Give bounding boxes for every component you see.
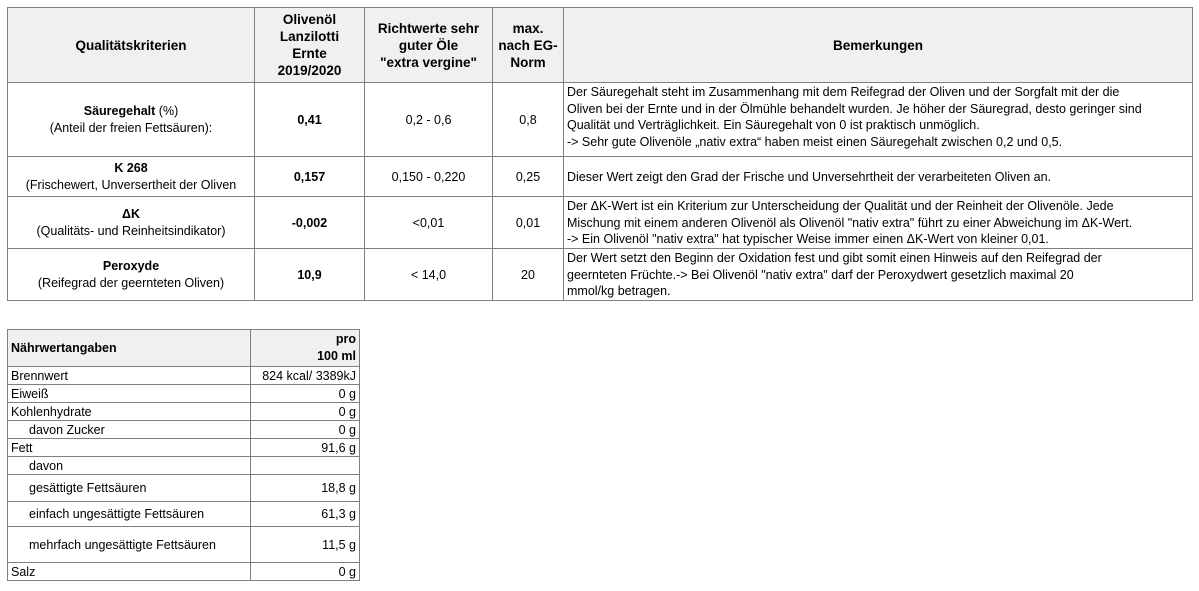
nutrition-row xyxy=(8,502,360,527)
nutrient-label: davon Zucker xyxy=(8,421,251,439)
quality-header-row xyxy=(8,8,1193,83)
nutrition-row xyxy=(8,385,360,403)
oil-value-cell: 10,9 xyxy=(255,249,365,301)
remarks-cell: Der Säuregehalt steht im Zusammenhang mit dem Reifegrad der Oliven und der Sorgfalt mit der die Oliven bei der Ernte und in der Ölmühle behandelt wurden. Je höher der Säuregrad, desto geringer sind Qualität und Verträglichkeit. Ein Säuregehalt von 0 ist praktisch unmöglich. -> Sehr gute Olivenöle „nativ extra“ haben meist einen Säuregehalt zwischen 0,2 und 0,5. xyxy=(564,83,1193,157)
oil-value-cell: -0,002 xyxy=(255,197,365,249)
nutrient-label: Eiweiß xyxy=(8,385,251,403)
remarks-cell: Dieser Wert zeigt den Grad der Frische und Unversehrtheit der verarbeiteten Oliven an. xyxy=(564,157,1193,197)
nutrient-value: 0 g xyxy=(251,421,360,439)
quality-row-acidity xyxy=(8,83,1193,157)
header-oil: Olivenöl Lanzilotti Ernte 2019/2020 xyxy=(255,8,365,83)
nutrient-value: 11,5 g xyxy=(251,527,360,563)
nutrition-header-label: Nährwertangaben xyxy=(8,330,251,367)
nutrient-value: 18,8 g xyxy=(251,475,360,502)
nutrient-value: 91,6 g xyxy=(251,439,360,457)
max-cell: 0,8 xyxy=(493,83,564,157)
nutrition-row xyxy=(8,403,360,421)
nutrient-label: davon xyxy=(8,457,251,475)
criterion-cell: Säuregehalt (%) (Anteil der freien Fettsäuren): xyxy=(8,83,255,157)
nutrition-facts-table xyxy=(7,329,360,581)
nutrition-row xyxy=(8,421,360,439)
nutrition-row xyxy=(8,527,360,563)
nutrient-label: Fett xyxy=(8,439,251,457)
nutrient-label: mehrfach ungesättigte Fettsäuren xyxy=(8,527,251,563)
nutrition-row xyxy=(8,439,360,457)
nutrition-row xyxy=(8,367,360,385)
nutrient-value: 0 g xyxy=(251,403,360,421)
quality-criteria-table xyxy=(7,7,1193,301)
nutrient-label: Brennwert xyxy=(8,367,251,385)
criterion-cell: Peroxyde (Reifegrad der geernteten Oliven) xyxy=(8,249,255,301)
nutrition-header-row xyxy=(8,330,360,367)
nutrient-value: 61,3 g xyxy=(251,502,360,527)
nutrition-row xyxy=(8,563,360,581)
reference-cell: 0,2 - 0,6 xyxy=(365,83,493,157)
nutrition-header-unit: pro 100 ml xyxy=(251,330,360,367)
quality-row-peroxide xyxy=(8,249,1193,301)
nutrient-label: einfach ungesättigte Fettsäuren xyxy=(8,502,251,527)
quality-row-delta-k xyxy=(8,197,1193,249)
criterion-cell: ΔK (Qualitäts- und Reinheitsindikator) xyxy=(8,197,255,249)
nutrient-value: 0 g xyxy=(251,563,360,581)
nutrient-label: Salz xyxy=(8,563,251,581)
remarks-cell: Der ΔK-Wert ist ein Kriterium zur Unterscheidung der Qualität und der Reinheit der Olivenöle. Jede Mischung mit einem anderen Olivenöl als Olivenöl "nativ extra" führt zu einer Abweichung im ΔK-Wert. -> Ein Olivenöl "nativ extra" hat typischer Weise immer einen ΔK-Wert von kleiner 0,01. xyxy=(564,197,1193,249)
reference-cell: 0,150 - 0,220 xyxy=(365,157,493,197)
remarks-cell: Der Wert setzt den Beginn der Oxidation fest und gibt somit einen Hinweis auf den Reifegrad der geernteten Früchte.-> Bei Olivenöl "nativ extra" darf der Peroxydwert gesetzlich maximal 20 mmol/kg betragen. xyxy=(564,249,1193,301)
header-remarks: Bemerkungen xyxy=(564,8,1193,83)
header-reference: Richtwerte sehr guter Öle "extra vergine" xyxy=(365,8,493,83)
max-cell: 20 xyxy=(493,249,564,301)
nutrition-row xyxy=(8,457,360,475)
nutrient-label: gesättigte Fettsäuren xyxy=(8,475,251,502)
reference-cell: < 14,0 xyxy=(365,249,493,301)
nutrient-value: 0 g xyxy=(251,385,360,403)
oil-value-cell: 0,41 xyxy=(255,83,365,157)
max-cell: 0,01 xyxy=(493,197,564,249)
reference-cell: <0,01 xyxy=(365,197,493,249)
header-criterion: Qualitätskriterien xyxy=(8,8,255,83)
nutrient-label: Kohlenhydrate xyxy=(8,403,251,421)
header-max: max. nach EG- Norm xyxy=(493,8,564,83)
quality-row-k268 xyxy=(8,157,1193,197)
nutrition-row xyxy=(8,475,360,502)
max-cell: 0,25 xyxy=(493,157,564,197)
criterion-cell: K 268 (Frischewert, Unversertheit der Oliven xyxy=(8,157,255,197)
oil-value-cell: 0,157 xyxy=(255,157,365,197)
nutrient-value xyxy=(251,457,360,475)
nutrient-value: 824 kcal/ 3389kJ xyxy=(251,367,360,385)
